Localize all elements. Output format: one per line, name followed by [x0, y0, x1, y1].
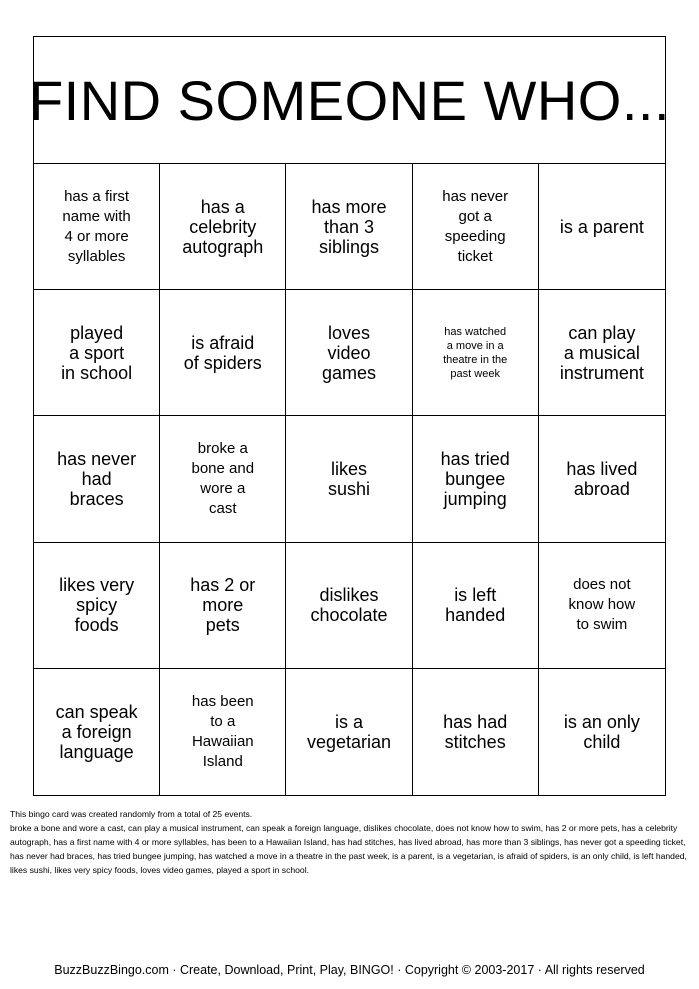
card-title: FIND SOMEONE WHO... — [28, 68, 671, 132]
bingo-cell: has watched a move in a theatre in the past week — [413, 290, 539, 416]
bingo-cell: has been to a Hawaiian Island — [160, 669, 286, 795]
info-text — [10, 807, 690, 877]
bingo-cell: is afraid of spiders — [160, 290, 286, 416]
bingo-cell: has a first name with 4 or more syllables — [34, 164, 160, 290]
bingo-cell: dislikes chocolate — [286, 543, 412, 669]
bingo-cell: does not know how to swim — [539, 543, 665, 669]
bingo-grid — [34, 164, 665, 795]
bingo-cell: can speak a foreign language — [34, 669, 160, 795]
bingo-cell: has never had braces — [34, 416, 160, 542]
bingo-cell: is a parent — [539, 164, 665, 290]
bingo-cell: has never got a speeding ticket — [413, 164, 539, 290]
info-event-list: broke a bone and wore a cast, can play a musical instrument, can speak a foreign language, dislikes chocolate, does not know how to swim, has 2 or more pets, has a celebrity autograph, has a first name with 4 or more syllables, has been to a Hawaiian Island, has had stitches, has lived abroad, has more than 3 siblings, has never got a speeding ticket, has never had braces, has tried bungee jumping, has watched a move in a theatre in the past week, is a parent, is a vegetarian, is afraid of spiders, is an only child, is left handed, likes sushi, likes very spicy foods, loves video games, played a sport in school. — [10, 823, 687, 875]
bingo-cell: can play a musical instrument — [539, 290, 665, 416]
bingo-cell: is a vegetarian — [286, 669, 412, 795]
bingo-cell: has a celebrity autograph — [160, 164, 286, 290]
footer: BuzzBuzzBingo.com · Create, Download, Print, Play, BINGO! · Copyright © 2003-2017 · All rights reserved — [54, 963, 645, 977]
bingo-cell: has lived abroad — [539, 416, 665, 542]
bingo-cell: is an only child — [563, 711, 640, 752]
bingo-cell: broke a bone and wore a cast — [160, 416, 286, 542]
bingo-cell: has had stitches — [413, 669, 539, 795]
bingo-cell: likes very spicy foods — [34, 543, 160, 669]
info-summary: This bingo card was created randomly from a total of 25 events. — [10, 809, 253, 819]
bingo-cell: has 2 or more pets — [160, 543, 286, 669]
bingo-cell: is left handed — [413, 543, 539, 669]
bingo-cell: loves video games — [286, 290, 412, 416]
bingo-card — [28, 36, 671, 796]
bingo-cell: has tried bungee jumping — [413, 416, 539, 542]
bingo-cell: played a sport in school — [34, 290, 160, 416]
bingo-cell: likes sushi — [286, 416, 412, 542]
bingo-cell: has more than 3 siblings — [286, 164, 412, 290]
title-box — [28, 37, 671, 164]
